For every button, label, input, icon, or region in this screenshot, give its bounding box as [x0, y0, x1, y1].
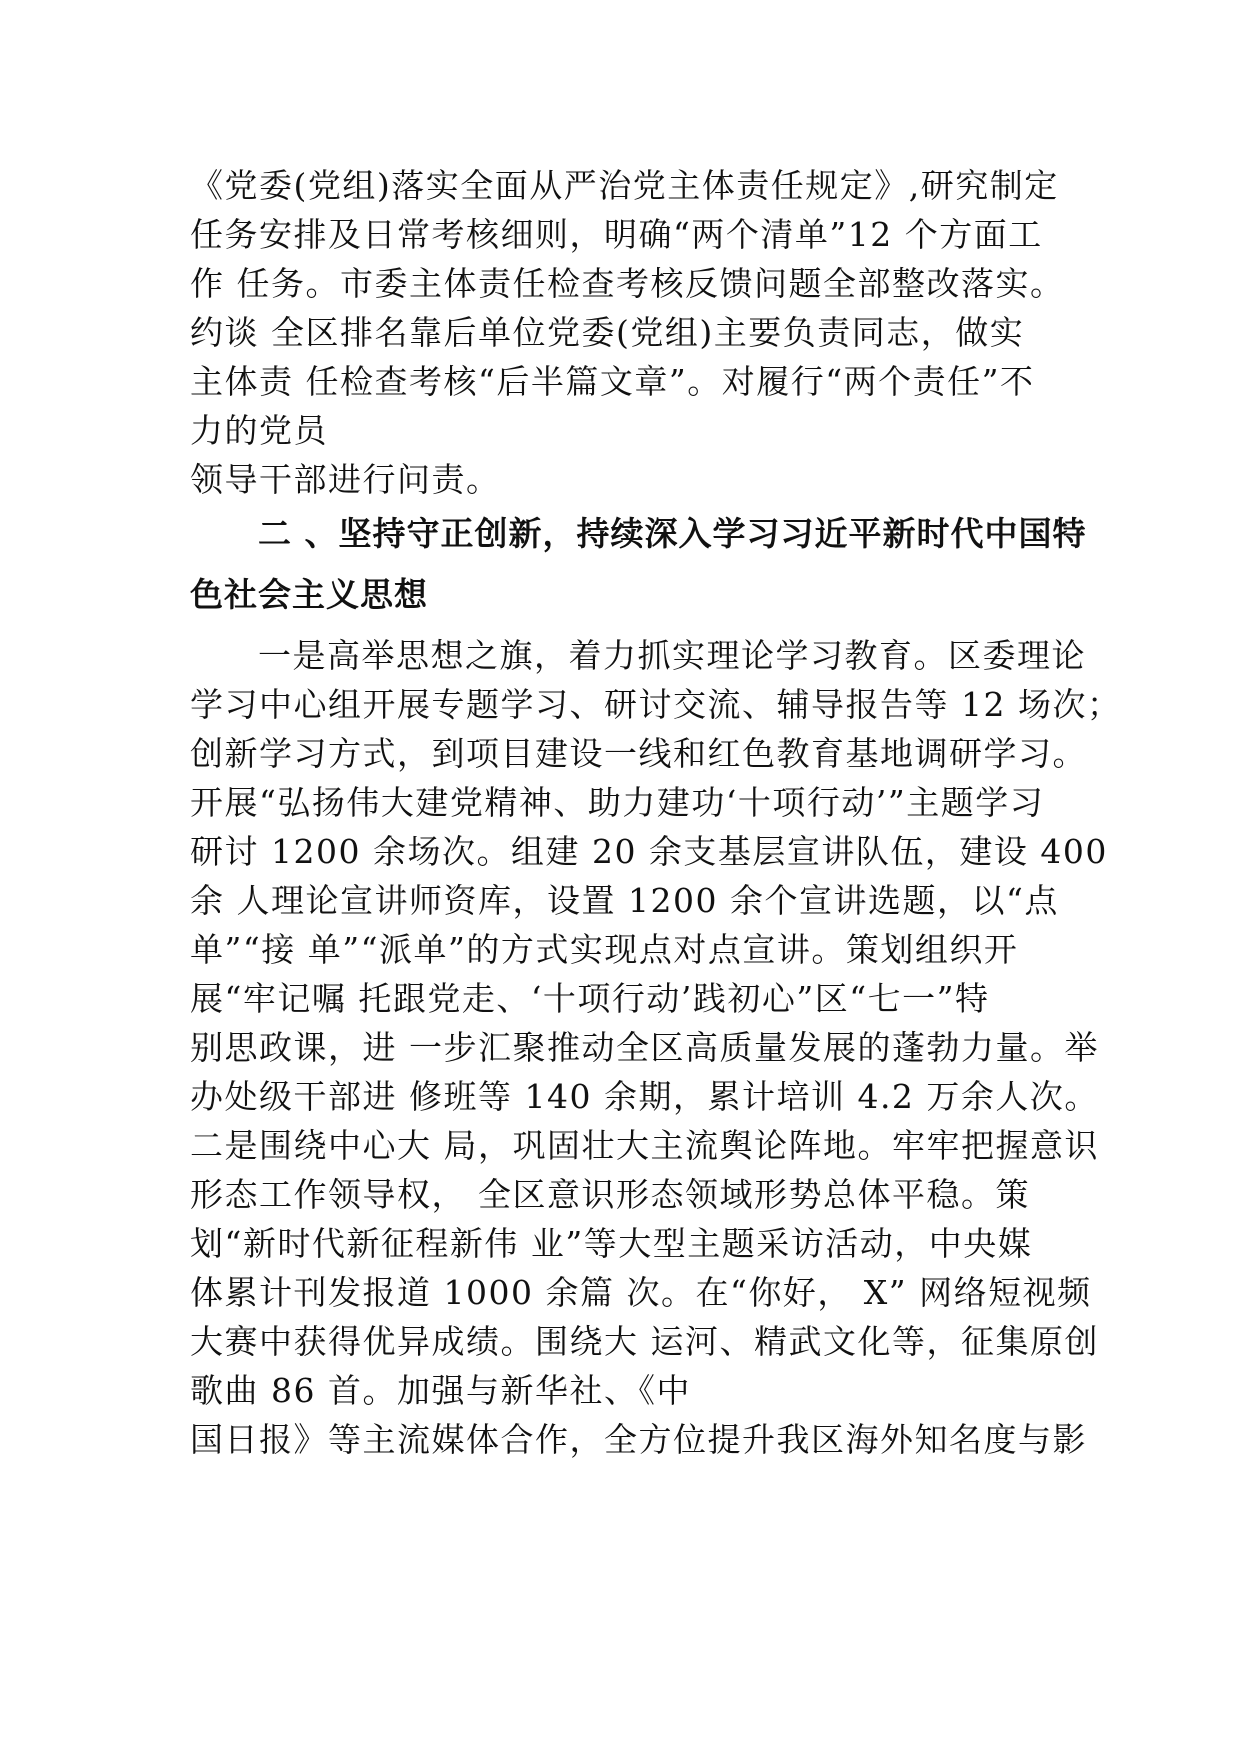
- paragraph-1-line-3: 作 任务。市委主体责任检查考核反馈问题全部整改落实。: [190, 264, 1065, 303]
- paragraph-2-line-6: 余 人理论宣讲师资库，设置 1200 余个宣讲选题，以“点: [190, 881, 1059, 920]
- paragraph-1-line-1: 《党委(党组)落实全面从严治党主体责任规定》,研究制定: [190, 166, 1059, 205]
- paragraph-2-line-13: 划“新时代新征程新伟 业”等大型主题采访活动，中央媒: [190, 1224, 1033, 1263]
- paragraph-2-line-11: 二是围绕中心大 局，巩固壮大主流舆论阵地。牢牢把握意识: [190, 1126, 1099, 1165]
- paragraph-1-line-2: 任务安排及日常考核细则，明确“两个清单”12 个方面工: [190, 215, 1043, 254]
- paragraph-2-line-12: 形态工作领导权， 全区意识形态领域形势总体平稳。策: [190, 1175, 1030, 1214]
- paragraph-2-line-5: 研讨 1200 余场次。组建 20 余支基层宣讲队伍，建设 400: [190, 832, 1108, 871]
- paragraph-2-line-15: 大赛中获得优异成绩。围绕大 运河、精武文化等，征集原创: [190, 1322, 1099, 1361]
- paragraph-2-line-16: 歌曲 86 首。加强与新华社、《中: [190, 1371, 691, 1410]
- paragraph-2-line-14: 体累计刊发报道 1000 余篇 次。在“你好， X” 网络短视频: [190, 1273, 1092, 1312]
- paragraph-2-line-10: 办处级干部进 修班等 140 余期，累计培训 4.2 万余人次。: [190, 1077, 1099, 1116]
- paragraph-2-line-7: 单”“接 单”“派单”的方式实现点对点宣讲。策划组织开: [190, 930, 1019, 969]
- paragraph-2-line-17: 国日报》等主流媒体合作，全方位提升我区海外知名度与影: [190, 1420, 1087, 1459]
- paragraph-2-line-9: 别思政课，进 一步汇聚推动全区高质量发展的蓬勃力量。举: [190, 1028, 1099, 1067]
- paragraph-2-line-8: 展“牢记嘱 托跟党走、‘十项行动’践初心”区“七一”特: [190, 979, 990, 1018]
- paragraph-1-line-7: 领导干部进行问责。: [190, 460, 501, 499]
- paragraph-2-line-2: 学习中心组开展专题学习、研讨交流、辅导报告等 12 场次；: [190, 685, 1122, 724]
- paragraph-1-line-5: 主体责 任检查考核“后半篇文章”。对履行“两个责任”不: [190, 362, 1035, 401]
- paragraph-1-line-4: 约谈 全区排名靠后单位党委(党组)主要负责同志，做实: [190, 313, 1025, 352]
- paragraph-2-line-4: 开展“弘扬伟大建党精神、助力建功‘十项行动’”主题学习: [190, 783, 1045, 822]
- paragraph-2-line-3: 创新学习方式，到项目建设一线和红色教育基地调研学习。: [190, 734, 1087, 773]
- paragraph-1-line-6: 力的党员: [190, 411, 328, 450]
- section-heading-line-2: 色社会主义思想: [190, 575, 428, 614]
- paragraph-2-line-1: 一是高举思想之旗，着力抓实理论学习教育。区委理论: [258, 636, 1086, 675]
- section-heading-line-1: 二 、坚持守正创新，持续深入学习习近平新时代中国特: [258, 514, 1087, 553]
